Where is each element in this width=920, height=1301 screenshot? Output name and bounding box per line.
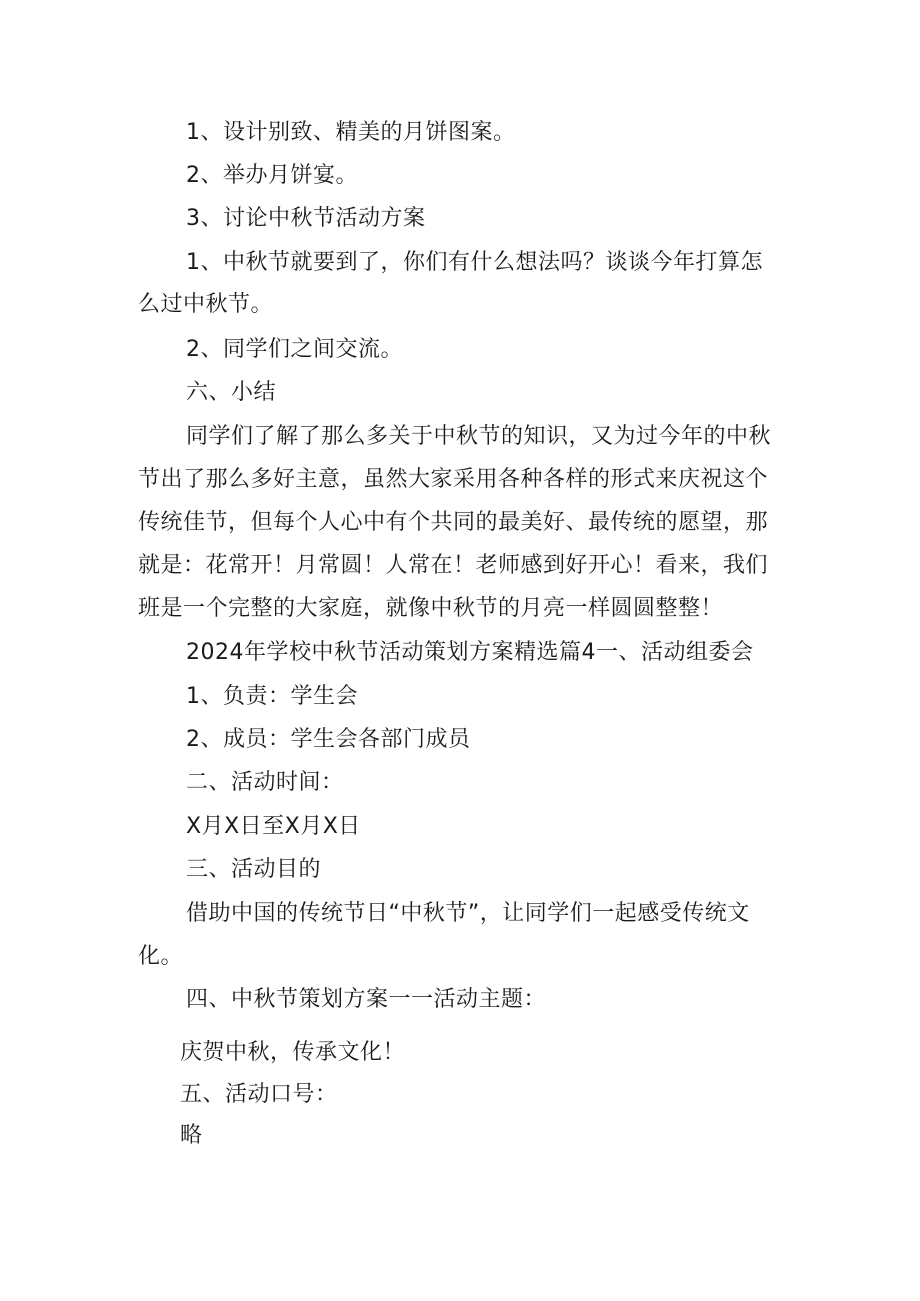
text-line: 1、中秋节就要到了，你们有什么想法吗？谈谈今年打算怎 <box>186 250 763 275</box>
text-line: 传统佳节，但每个人心中有个共同的最美好、最传统的愿望，那 <box>138 510 769 535</box>
text-line: 化。 <box>138 944 184 969</box>
text-line: 庆贺中秋，传承文化！ <box>180 1040 406 1065</box>
text-line: X月X日至X月X日 <box>186 814 361 839</box>
section-heading: 四、中秋节策划方案一一活动主题： <box>186 987 547 1012</box>
section-heading: 2024年学校中秋节活动策划方案精选篇4一、活动组委会 <box>186 640 754 665</box>
text-line: 节出了那么多好主意，虽然大家采用各种各样的形式来庆祝这个 <box>138 467 769 492</box>
text-line: 3、讨论中秋节活动方案 <box>186 206 426 231</box>
text-line: 1、设计别致、精美的月饼图案。 <box>186 120 516 145</box>
section-heading: 五、活动口号： <box>180 1082 338 1107</box>
section-heading: 二、活动时间： <box>186 770 344 795</box>
section-heading: 六、小结 <box>186 380 277 405</box>
text-line: 么过中秋节。 <box>138 292 274 317</box>
section-heading: 三、活动目的 <box>186 857 322 882</box>
text-line: 略 <box>180 1123 203 1148</box>
text-line: 1、负责：学生会 <box>186 684 358 709</box>
text-line: 2、举办月饼宴。 <box>186 163 358 188</box>
text-line: 2、同学们之间交流。 <box>186 337 403 362</box>
text-line: 借助中国的传统节日“中秋节”，让同学们一起感受传统文 <box>186 901 750 926</box>
text-line: 2、成员：学生会各部门成员 <box>186 727 471 752</box>
text-line: 就是：花常开！月常圆！人常在！老师感到好开心！看来，我们 <box>138 553 769 578</box>
text-line: 班是一个完整的大家庭，就像中秋节的月亮一样圆圆整整！ <box>138 596 724 621</box>
text-line: 同学们了解了那么多关于中秋节的知识，又为过今年的中秋 <box>186 424 772 449</box>
